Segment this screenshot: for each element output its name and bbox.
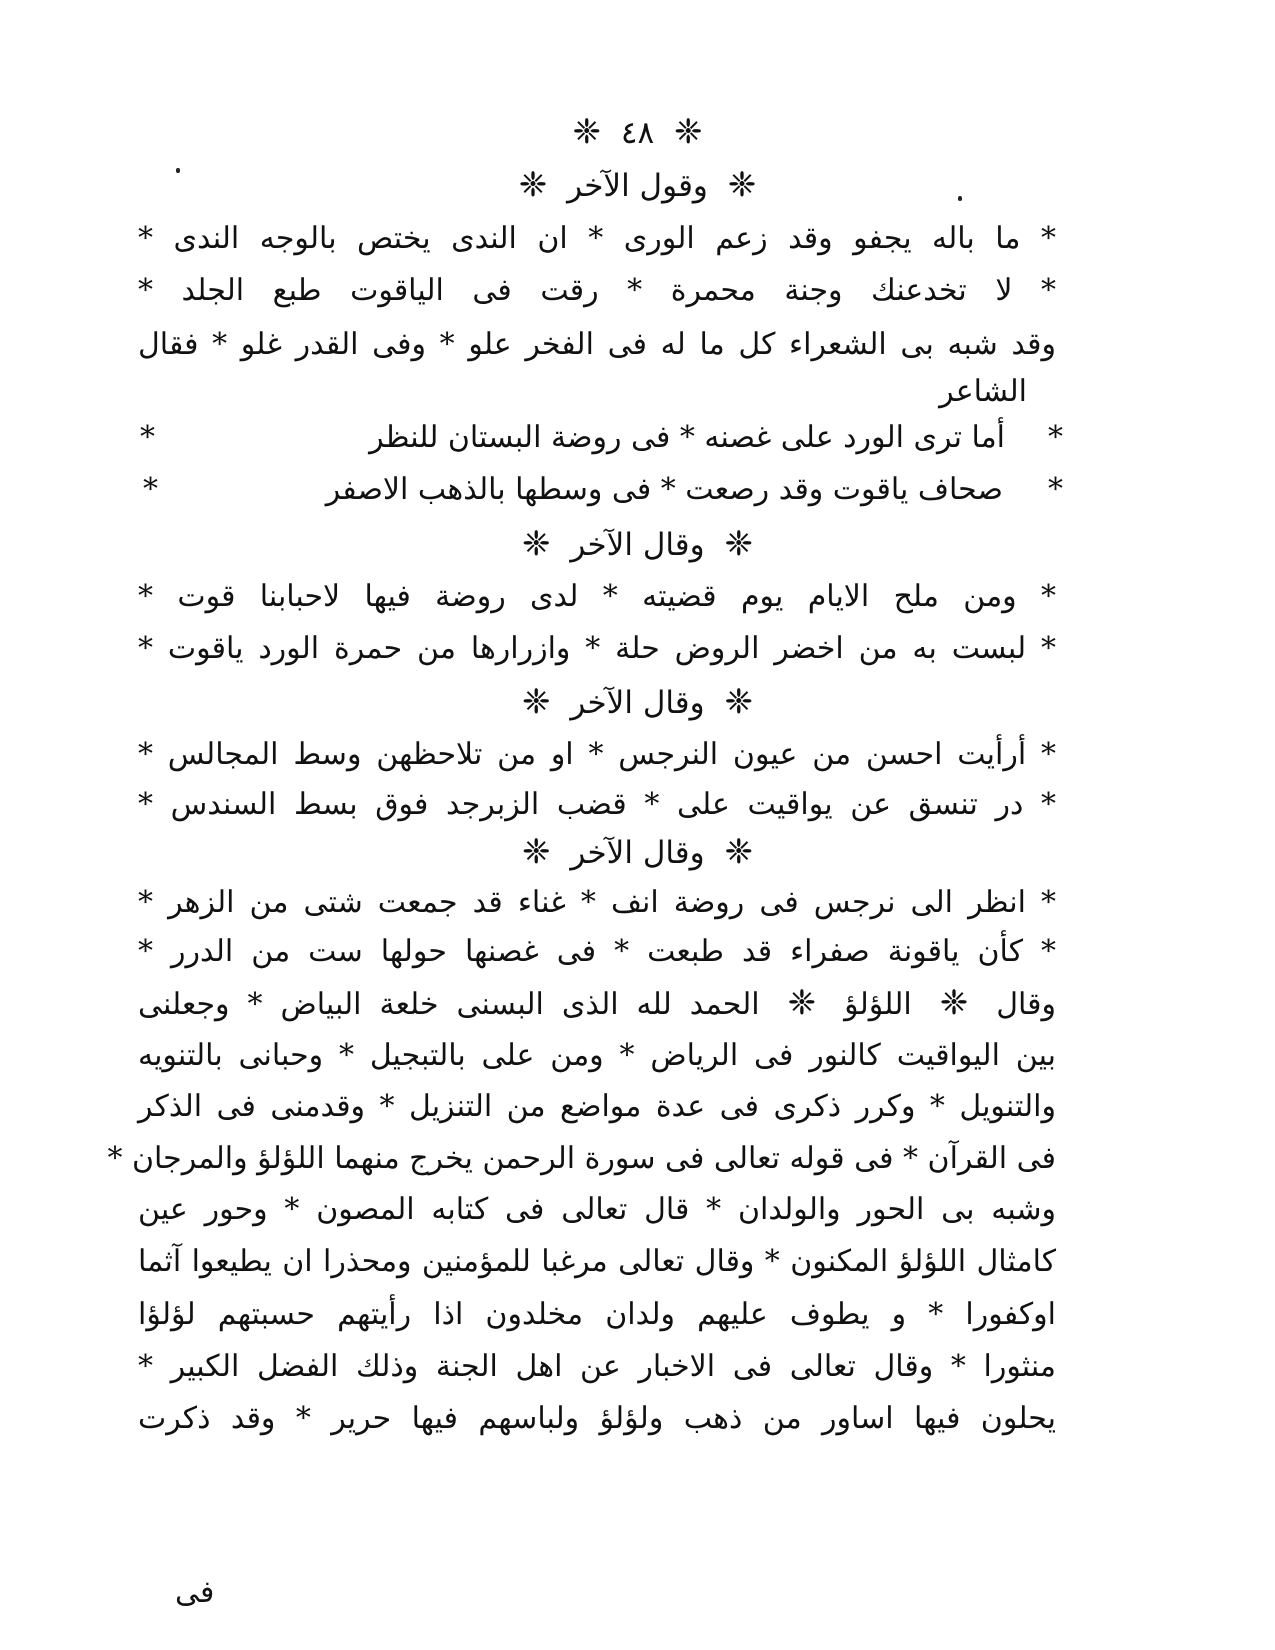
prose-line: منثورا * وقال تعالى فى الاخبار عن اهل الجنة وذلك الفضل الكبير * xyxy=(138,1349,1056,1384)
prose-line: الشاعر xyxy=(939,374,1027,409)
ornament-icon: ❈ xyxy=(787,983,817,1023)
verse-line: صحاف ياقوت وقد رصعت * فى وسطها بالذهب الاصفر xyxy=(325,472,1003,507)
prose-line: وشبه بى الحور والولدان * قال تعالى فى كتابه المصون * وحور عين xyxy=(138,1192,1056,1227)
prose-line-speaker xyxy=(138,981,1056,1027)
page-number-header xyxy=(0,110,1275,155)
verse-line: أما ترى الورد على غصنه * فى روضة البستان للنظر xyxy=(369,420,1005,455)
ornament-icon: ❈ xyxy=(727,165,757,205)
prose-line: وقد شبه بى الشعراء كل ما له فى الفخر علو * وفى القدر غلو * فقال xyxy=(138,327,1056,362)
section-heading xyxy=(0,830,1275,875)
verse-line: * كأن ياقونة صفراء قد طبعت * فى غصنها حولها ست من الدرر * xyxy=(138,934,1056,969)
prose-line: اوكفورا * و يطوف عليهم ولدان مخلدون اذا رأيتهم حسبتهم لؤلؤا xyxy=(138,1297,1056,1332)
verse-star: * xyxy=(143,472,158,507)
ornament-icon: ❈ xyxy=(674,112,703,152)
verse-line: * انظر الى نرجس فى روضة انف * غناء قد جمعت شتى من الزهر * xyxy=(138,885,1056,920)
verse-line: * ما باله يجفو وقد زعم الورى * ان الندى يختص بالوجه الندى * xyxy=(138,221,1056,256)
ornament-icon: ❈ xyxy=(939,983,969,1023)
speaker-text: الحمد لله الذى البسنى خلعة البياض * وجعلنى xyxy=(138,987,760,1022)
ornament-icon: ❈ xyxy=(724,832,753,872)
prose-line: والتنويل * وكرر ذكرى فى عدة مواضع من التنزيل * وقدمنى فى الذكر xyxy=(138,1089,1056,1124)
section-heading xyxy=(0,163,1275,208)
section-heading xyxy=(0,522,1275,567)
ornament-icon: ❈ xyxy=(724,682,753,722)
verse-line: * در تنسق عن يواقيت على * قضب الزبرجد فوق بسط السندس * xyxy=(138,787,1056,822)
verse-star: * xyxy=(140,420,155,455)
ornament-icon: ❈ xyxy=(724,524,753,564)
speaker-intro: وقال xyxy=(996,987,1056,1022)
verse-star: * xyxy=(1048,472,1063,507)
page-number: ٤٨ xyxy=(620,115,655,151)
ornament-icon: ❈ xyxy=(572,112,601,152)
section-heading xyxy=(0,680,1275,725)
verse-line: * لا تخدعنك وجنة محمرة * رقت فى الياقوت طبع الجلد * xyxy=(138,273,1056,308)
verse-line: * أرأيت احسن من عيون النرجس * او من تلاحظهن وسط المجالس * xyxy=(138,737,1056,772)
catchword: فى xyxy=(175,1575,215,1610)
verse-star: * xyxy=(1048,420,1063,455)
heading-text: وقال الآخر xyxy=(570,685,705,721)
ornament-icon: ❈ xyxy=(522,682,551,722)
ornament-icon: ❈ xyxy=(522,832,551,872)
ornament-icon: ❈ xyxy=(518,165,548,205)
speaker-name: اللؤلؤ xyxy=(844,987,912,1022)
heading-text: وقال الآخر xyxy=(570,835,705,871)
prose-line: يحلون فيها اساور من ذهب ولؤلؤ ولباسهم فيها حرير * وقد ذكرت xyxy=(138,1401,1056,1436)
heading-text: وقول الآخر xyxy=(567,168,708,204)
ornament-icon: ❈ xyxy=(522,524,551,564)
prose-line: بين اليواقيت كالنور فى الرياض * ومن على بالتبجيل * وحبانى بالتنويه xyxy=(138,1038,1056,1073)
verse-line: * لبست به من اخضر الروض حلة * وازرارها من حمرة الورد ياقوت * xyxy=(138,631,1056,666)
heading-text: وقال الآخر xyxy=(570,527,705,563)
verse-line: * ومن ملح الايام يوم قضيته * لدى روضة فيها لاحبابنا قوت * xyxy=(138,579,1056,614)
prose-line: فى القرآن * فى قوله تعالى فى سورة الرحمن يخرج منهما اللؤلؤ والمرجان * xyxy=(107,1141,1056,1176)
prose-line: كامثال اللؤلؤ المكنون * وقال تعالى مرغبا للمؤمنين ومحذرا ان يطيعوا آثما xyxy=(138,1244,1056,1279)
